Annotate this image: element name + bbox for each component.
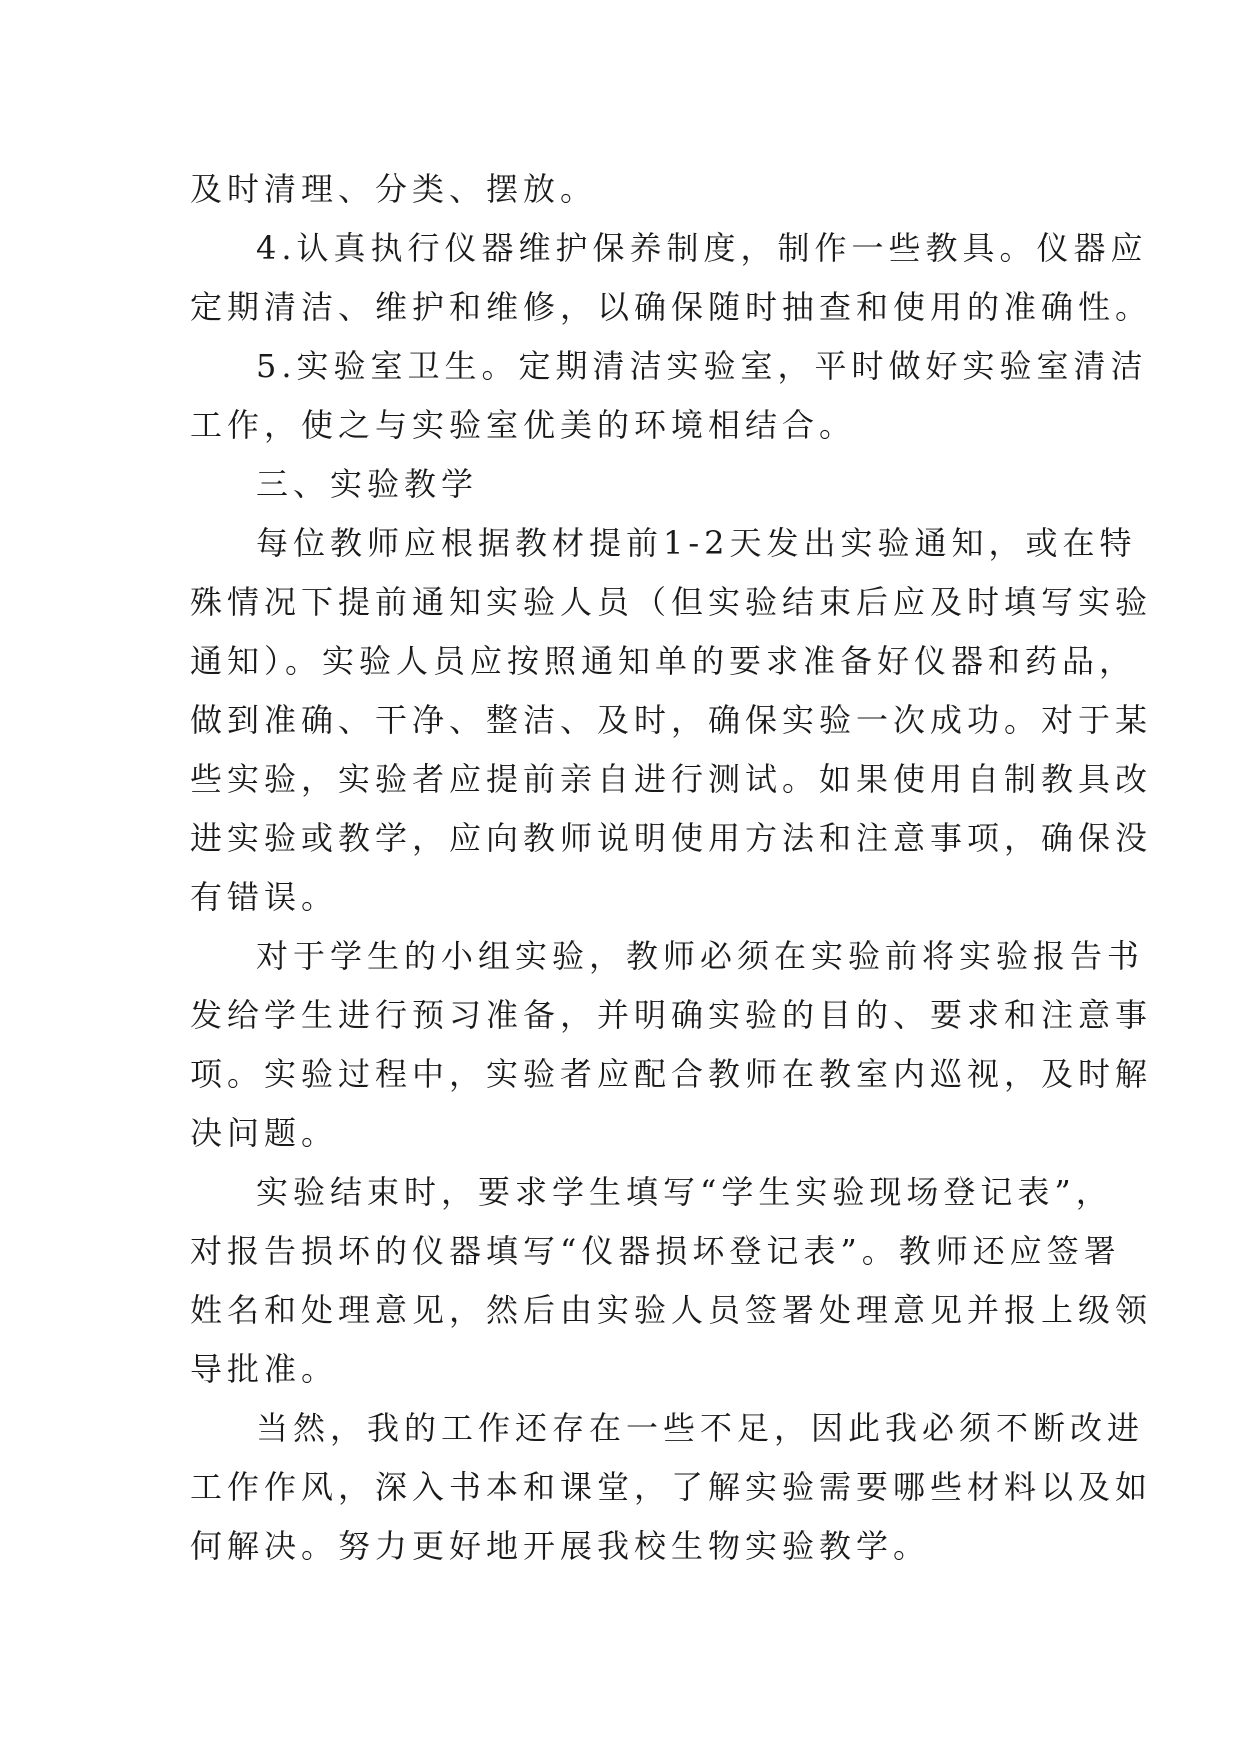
list-item-5-line: 5.实验室卫生。定期清洁实验室，平时做好实验室清洁 [256, 347, 1148, 385]
text-line: 些实验，实验者应提前亲自进行测试。如果使用自制教具改 [190, 760, 1153, 798]
document-body [190, 160, 1153, 1576]
text-line: 进实验或教学，应向教师说明使用方法和注意事项，确保没 [190, 819, 1153, 857]
text-line: 工作，使之与实验室优美的环境相结合。 [190, 406, 857, 444]
paragraph-start-line: 当然，我的工作还存在一些不足，因此我必须不断改进 [256, 1409, 1145, 1447]
section-heading: 三、实验教学 [256, 465, 479, 503]
text-line: 项。实验过程中，实验者应配合教师在教室内巡视，及时解 [190, 1055, 1153, 1093]
text-line: 及时清理、分类、摆放。 [190, 170, 598, 208]
text-line: 发给学生进行预习准备，并明确实验的目的、要求和注意事 [190, 996, 1153, 1034]
text-line: 做到准确、干净、整洁、及时，确保实验一次成功。对于某 [190, 701, 1153, 739]
paragraph-start-line: 对于学生的小组实验，教师必须在实验前将实验报告书 [256, 937, 1145, 975]
text-line: 姓名和处理意见，然后由实验人员签署处理意见并报上级领 [190, 1291, 1153, 1329]
text-line: 有错误。 [190, 878, 339, 916]
text-line: 决问题。 [190, 1114, 339, 1152]
text-line: 何解决。努力更好地开展我校生物实验教学。 [190, 1527, 931, 1565]
paragraph-start-line: 实验结束时，要求学生填写“学生实验现场登记表”， [256, 1173, 1113, 1211]
list-item-4-line: 4.认真执行仪器维护保养制度，制作一些教具。仪器应 [256, 229, 1148, 267]
text-line: 殊情况下提前通知实验人员（但实验结束后应及时填写实验 [190, 583, 1153, 621]
text-line: 通知）。实验人员应按照通知单的要求准备好仪器和药品， [190, 642, 1137, 680]
paragraph-start-line: 每位教师应根据教材提前1-2天发出实验通知，或在特 [256, 524, 1137, 562]
text-line: 对报告损坏的仪器填写“仪器损坏登记表”。教师还应签署 [190, 1232, 1121, 1270]
text-line: 工作作风，深入书本和课堂，了解实验需要哪些材料以及如 [190, 1468, 1153, 1506]
text-line: 导批准。 [190, 1350, 339, 1388]
text-line: 定期清洁、维护和维修，以确保随时抽查和使用的准确性。 [190, 288, 1153, 326]
